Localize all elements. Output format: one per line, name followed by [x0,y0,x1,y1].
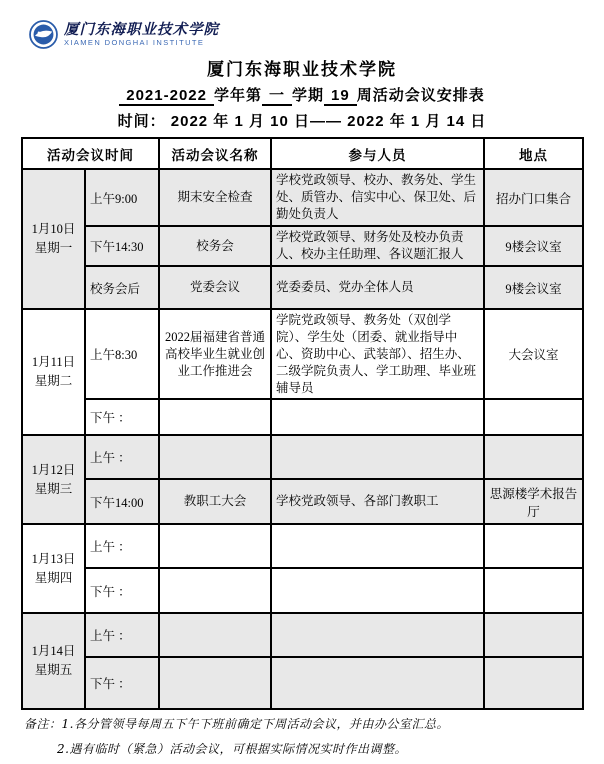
time-cell: 上午 ： [85,613,159,657]
meeting-name-cell [159,435,271,479]
time-cell: 校务会后 [85,266,159,309]
meeting-name-cell [159,613,271,657]
participants-cell [271,399,484,435]
participants-cell: 学校党政领导、校办、教务处、学生处、质管办、信实中心、保卫处、后勤处负责人 [271,169,484,226]
notes-label: 备注： [24,717,62,731]
time-label: 时间： [117,113,166,130]
location-cell: 思源楼学术报告厅 [484,479,583,524]
note-line-1 [24,712,584,737]
location-cell [484,613,583,657]
column-header: 地点 [484,138,583,169]
participants-cell [271,435,484,479]
time-cell: 上午8:30 [85,309,159,399]
schedule-row [22,266,583,309]
date-text: 1月10日 [31,221,76,236]
time-cell: 下午 ： [85,399,159,435]
location-cell: 9楼会议室 [484,266,583,309]
subtitle-seg1: 学年第 [213,87,262,104]
meeting-name-cell [159,524,271,568]
meeting-name-cell [159,657,271,709]
date-text: 1月14日 [31,644,76,658]
table-header-row [22,138,583,169]
document-title: 厦门东海职业技术学院 [207,60,397,79]
column-header: 活动会议时间 [22,138,159,169]
date-text: 1月13日 [31,551,76,566]
time-cell: 下午 ： [85,657,159,709]
schedule-row [22,568,583,613]
schedule-row [22,169,583,226]
schedule-row [22,479,583,524]
location-cell [484,524,583,568]
participants-cell: 学校党政领导、财务处及校办负责人、校办主任助理、各议题汇报人 [271,226,484,266]
time-cell: 下午 ： [85,568,159,613]
participants-cell: 学院党政领导、教务处（双创学院）、学生处（团委、就业指导中心、资助中心、武装部）、招生办、二级学院负责人、学工助理、毕业班辅导员 [271,309,484,399]
schedule-row [22,226,583,266]
meeting-name-cell: 教职工大会 [159,479,271,524]
location-cell: 招办门口集合 [484,169,583,226]
date-cell [22,524,85,613]
meeting-name-cell: 期末安全检查 [159,169,271,226]
weekday-text: 星期二 [34,374,73,389]
meeting-schedule-table [21,137,584,710]
note-item-2: 2.遇有临时（紧急）活动会议，可根据实际情况实时作出调整。 [57,742,407,757]
participants-cell: 学校党政领导、各部门教职工 [271,479,484,524]
institute-name-en: XIAMEN DONGHAI INSTITUTE [64,38,205,48]
date-text: 1月12日 [31,462,76,477]
weekday-text: 星期五 [34,663,73,678]
schedule-row [22,399,583,435]
footer-notes [24,712,584,762]
meeting-name-cell: 党委会议 [159,266,271,309]
schedule-row [22,435,583,479]
schedule-row [22,309,583,399]
weekday-text: 星期四 [34,570,73,585]
date-cell [22,435,85,524]
subtitle-academic-year: 2021-2022 [119,87,214,106]
schedule-row [22,524,583,568]
schedule-row [22,613,583,657]
meeting-name-cell: 2022届福建省普通高校毕业生就业创业工作推进会 [159,309,271,399]
table-body [22,169,583,709]
time-cell: 上午 ： [85,435,159,479]
date-cell [22,613,85,709]
column-header: 参与人员 [271,138,484,169]
meeting-name-cell [159,568,271,613]
document-subtitle [0,84,604,105]
institute-logo [29,20,219,49]
meeting-name-cell: 校务会 [159,226,271,266]
subtitle-seg3: 周活动会议安排表 [356,87,485,104]
note-line-2 [24,737,584,762]
location-cell [484,568,583,613]
participants-cell [271,613,484,657]
weekday-text: 星期一 [34,241,73,255]
time-value: 2022 年 1 月 10 日—— 2022 年 1 月 14 日 [170,113,487,130]
institute-logo-icon [29,20,58,49]
note-item-1: 1.各分管领导每周五下午下班前确定下周活动会议，并由办公室汇总。 [61,717,449,731]
location-cell [484,399,583,435]
location-cell: 9楼会议室 [484,226,583,266]
time-cell: 下午14:00 [85,479,159,524]
location-cell [484,435,583,479]
meeting-name-cell [159,399,271,435]
participants-cell [271,657,484,709]
date-text: 1月11日 [31,354,76,369]
subtitle-term: 一 [262,87,292,106]
subtitle-week-number: 19 [324,87,357,106]
location-cell [484,657,583,709]
weekday-text: 星期三 [34,481,73,496]
column-header: 活动会议名称 [159,138,271,169]
time-cell: 上午 ： [85,524,159,568]
time-cell: 上午9:00 [85,169,159,226]
date-cell [22,169,85,309]
participants-cell [271,524,484,568]
date-cell [22,309,85,435]
participants-cell [271,568,484,613]
participants-cell: 党委委员、党办全体人员 [271,266,484,309]
location-cell: 大会议室 [484,309,583,399]
institute-name-cn: 厦门东海职业技术学院 [64,20,219,38]
date-range-line [0,110,604,131]
time-cell: 下午14:30 [85,226,159,266]
subtitle-seg2: 学期 [292,87,325,104]
institute-logo-text [64,22,219,47]
schedule-row [22,657,583,709]
